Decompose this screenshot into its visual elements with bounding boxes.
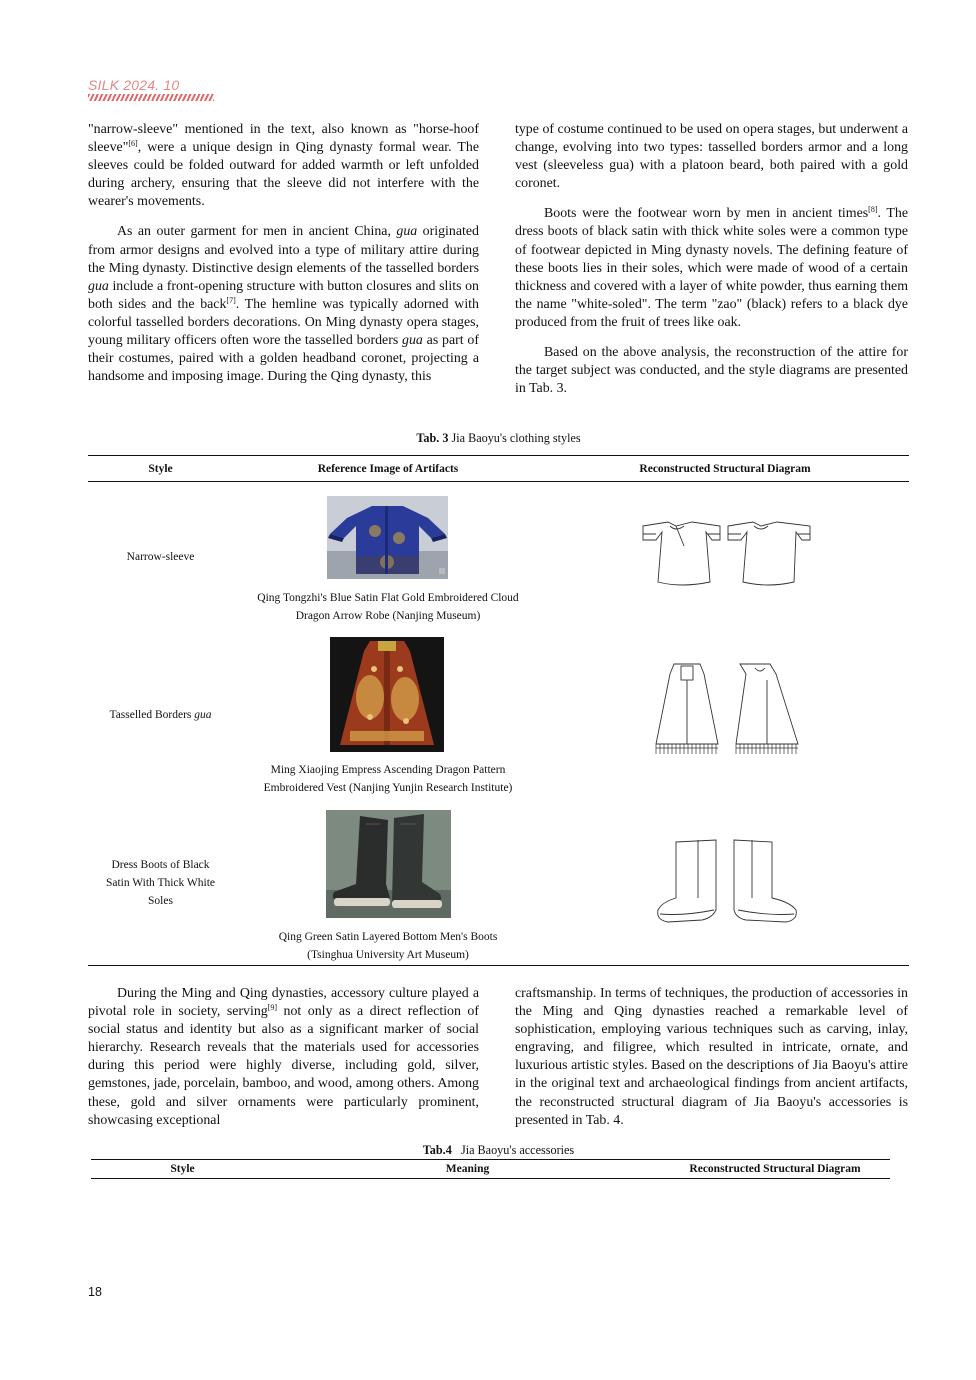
robe-structural-diagram bbox=[640, 520, 815, 588]
table4-header-rule bbox=[91, 1178, 890, 1179]
table3-top-rule bbox=[88, 455, 909, 456]
vest-structural-diagram bbox=[652, 660, 804, 760]
table3-header-style: Style bbox=[148, 463, 173, 475]
header-stripe-decoration bbox=[88, 94, 214, 101]
left-column-top bbox=[88, 121, 479, 386]
right-column-bottom bbox=[515, 985, 908, 1130]
paragraph: "narrow-sleeve" mentioned in the text, also known as "horse-hoof sleeve"[6], were a unique design in Qing dynasty formal wear. The sleeves could be folded outward for added warmth or left unfolded during archery, ensuring that the sleeve did not interfere with the wearer's movements. bbox=[88, 122, 479, 210]
table4-header-style: Style bbox=[170, 1163, 195, 1175]
table3-header-reference: Reference Image of Artifacts bbox=[317, 463, 459, 475]
table3-artifact-caption-robe: Qing Tongzhi's Blue Satin Flat Gold Embroidered Cloud Dragon Arrow Robe (Nanjing Museum) bbox=[257, 592, 519, 622]
right-column-top bbox=[515, 121, 908, 398]
journal-header bbox=[88, 77, 179, 93]
table3-bottom-rule bbox=[88, 965, 909, 966]
vest-artifact-photo bbox=[330, 637, 444, 752]
paragraph: craftsmanship. In terms of techniques, the production of accessories in the Ming and Qing dynasties reached a remarkable level of sophistication, employing various techniques such as carving, inlay, engraving, and filigree, which resulted in intricate, ornate, and luxurious artistic styles. Based on the descriptions of Jia Baoyu's attire in the original text and archaeological findings from ancient artifacts, the reconstructed structural diagram of Jia Baoyu's accessories is presented in Tab. 4. bbox=[515, 986, 908, 1128]
table4-top-rule bbox=[91, 1159, 890, 1160]
table3-style-tasselled-gua: Tasselled Borders gua bbox=[109, 709, 212, 721]
robe-artifact-photo bbox=[327, 496, 448, 579]
page-number: 18 bbox=[88, 1285, 102, 1299]
table4-caption: Tab.4 Jia Baoyu's accessories bbox=[422, 1143, 575, 1157]
left-column-bottom bbox=[88, 985, 479, 1130]
journal-name: SILK bbox=[88, 77, 120, 93]
table3-header-diagram: Reconstructed Structural Diagram bbox=[639, 463, 811, 475]
table3-caption: Tab. 3 Jia Baoyu's clothing styles bbox=[416, 431, 581, 445]
table3-style-boots: Dress Boots of Black Satin With Thick White Soles bbox=[105, 859, 216, 907]
boots-artifact-photo bbox=[326, 810, 451, 918]
table3-artifact-caption-vest: Ming Xiaojing Empress Ascending Dragon Pattern Embroidered Vest (Nanjing Yunjin Research Institute) bbox=[263, 764, 513, 794]
paragraph: During the Ming and Qing dynasties, accessory culture played a pivotal role in society, serving[9] not only as a direct reflection of social status and identity but also as a significant marker of social hierarchy. Research reveals that the materials used for accessories during this period were highly diverse, including gold, silver, gemstones, jade, porcelain, bamboo, and wood, among others. Among these, gold and silver ornaments were particularly prominent, showcasing exceptional bbox=[88, 986, 479, 1128]
table4-header-diagram: Reconstructed Structural Diagram bbox=[689, 1163, 861, 1175]
table4-header-meaning: Meaning bbox=[445, 1163, 490, 1175]
paragraph: As an outer garment for men in ancient China, gua originated from armor designs and evolved into a type of military attire during the Ming dynasty. Distinctive design elements of the tasselled borders gua include a front-opening structure with button closures and slits on both sides and the back[7]. The hemline was typically adorned with colorful tasselled borders decorations. On Ming dynasty opera stages, young military officers often wore the tasselled borders gua as part of their costumes, paired with a golden headband coronet, projecting a handsome and imposing image. During the Qing dynasty, this bbox=[88, 224, 480, 385]
table3-header-rule bbox=[88, 481, 909, 482]
boots-structural-diagram bbox=[654, 836, 800, 926]
paragraph: Boots were the footwear worn by men in ancient times[8]. The dress boots of black satin with thick white soles were a common type of footwear depicted in Ming dynasty novels. The defining feature of these boots lies in their soles, which were made of wood of a certain thickness and covered with a layer of white powder, thus earning them the name "white-soled". The term "zao" (black) refers to a black dye produced from the fruit of trees like oak. bbox=[515, 205, 908, 330]
table3-artifact-caption-boots: Qing Green Satin Layered Bottom Men's Boots (Tsinghua University Art Museum) bbox=[278, 931, 498, 961]
table3-style-narrow-sleeve: Narrow-sleeve bbox=[126, 551, 195, 563]
paragraph: Based on the above analysis, the reconstruction of the attire for the target subject was conducted, and the style diagrams are presented in Tab. 3. bbox=[515, 345, 908, 397]
journal-issue: 2024. 10 bbox=[123, 77, 180, 93]
paragraph: type of costume continued to be used on opera stages, but underwent a change, evolving into two types: tasselled borders armor and a long vest (sleeveless gua) with a platoon beard, both paired with a gold coronet. bbox=[515, 122, 908, 192]
